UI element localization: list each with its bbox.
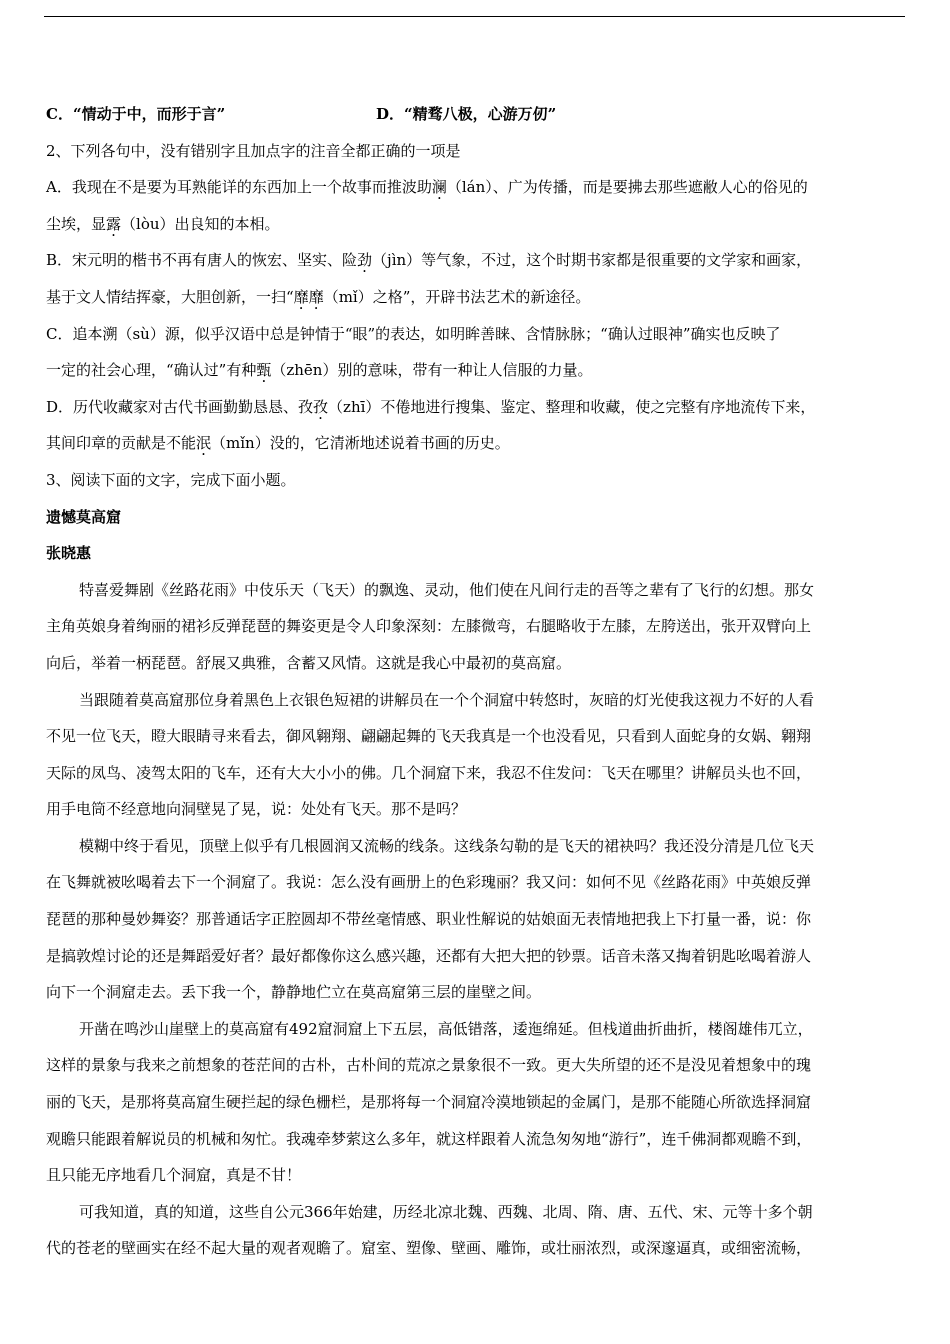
- q2-option-a-line2: 尘埃，显露（lòu）出良知的本相。: [46, 214, 280, 233]
- article-line: 这样的景象与我来之前想象的苍茫间的古朴，古朴间的荒凉之景象很不一致。更大失所望的还不是没见着想象中的瑰: [46, 1056, 812, 1075]
- dotted-char: 澜: [431, 178, 447, 197]
- q2-option-d-line1: D．历代收藏家对古代书画勤勤恳恳、孜孜（zhī）不倦地进行搜集、鉴定、整理和收藏，使之完整有序地流传下来，: [46, 397, 816, 416]
- header-rule: [44, 16, 905, 17]
- article-line: 当跟随着莫高窟那位身着黑色上衣银色短裙的讲解员在一个个洞窟中转悠时，灰暗的灯光使我这视力不好的人看: [79, 690, 815, 709]
- dotted-char: 靡: [308, 287, 324, 306]
- article-line: 代的苍老的壁画实在经不起大量的观者观瞻了。窟室、塑像、壁画、雕饰，或壮丽浓烈，或深邃逼真，或细密流畅，: [46, 1239, 812, 1258]
- q2-option-d-line2: 其间印章的贡献是不能泯（mǐn）没的，它清淅地述说着书画的历史。: [46, 434, 510, 453]
- article-line: 琵琶的那种曼妙舞姿？那普通话字正腔圆却不带丝毫情感、职业性解说的姑娘面无表情地把我上下打量一番，说：你: [46, 910, 812, 929]
- dotted-char: 劲: [357, 251, 373, 270]
- article-line: 向后，举着一柄琵琶。舒展又典雅，含蓄又风情。这就是我心中最初的莫高窟。: [46, 653, 572, 672]
- dotted-char: 甄: [256, 361, 272, 380]
- article-line: 不见一位飞天，瞪大眼睛寻来看去，御风翱翔、翩翩起舞的飞天我真是一个也没看见，只看到人面蛇身的女娲、翱翔: [46, 727, 812, 746]
- q2-option-c-line2: 一定的社会心理，“确认过”有种甄（zhēn）别的意味，带有一种让人信服的力量。: [46, 361, 593, 380]
- article-title: 遗憾莫高窟: [46, 507, 122, 526]
- article-line: 主角英娘身着绚丽的裙衫反弹琵琶的舞姿更是令人印象深刻：左膝微弯，右腿略收于左膝，左胯送出，张开双臂向上: [46, 617, 812, 636]
- dotted-char: 靡: [293, 287, 309, 306]
- article-line: 且只能无序地看几个洞窟，真是不甘！: [46, 1166, 302, 1185]
- q2-option-b-line1: B．宋元明的楷书不再有唐人的恢宏、坚实、险劲（jìn）等气象，不过，这个时期书家都是很重要的文学家和画家，: [46, 251, 812, 270]
- q2-stem: 2、下列各句中，没有错别字且加点字的注音全都正确的一项是: [46, 141, 461, 160]
- q2-option-c-line1: C．追本溯（sù）源，似乎汉语中总是钟情于“眼”的表达，如明眸善睐、含情脉脉；“确认过眼神”确实也反映了: [46, 324, 781, 343]
- article-line: 开凿在鸣沙山崖壁上的莫高窟有492窟洞窟上下五层，高低错落，逶迤绵延。但栈道曲折曲折，楼阁雄伟兀立，: [79, 1019, 813, 1038]
- article-line: 天际的凤鸟、凌驾太阳的飞车，还有大大小小的佛。几个洞窟下来，我忍不住发问：飞天在哪里？讲解员头也不回，: [46, 763, 812, 782]
- article-line: 可我知道，真的知道，这些自公元366年始建，历经北凉北魏、西魏、北周、隋、唐、五代、宋、元等十多个朝: [79, 1202, 813, 1221]
- article-line: 向下一个洞窟走去。丢下我一个，静静地伫立在莫高窟第三层的崖壁之间。: [46, 983, 542, 1002]
- article-line: 特喜爱舞剧《丝路花雨》中伎乐天（飞天）的飘逸、灵动，他们使在凡间行走的吾等之辈有了飞行的幻想。那女: [79, 580, 815, 599]
- q1-options-row: [46, 96, 904, 133]
- article-line: 在飞舞就被吆喝着去下一个洞窟了。我说：怎么没有画册上的色彩瑰丽？我又问：如何不见《丝路花雨》中英娘反弹: [46, 873, 812, 892]
- article-author: 张晓惠: [46, 544, 92, 563]
- article-line: 是搞敦煌讨论的还是舞蹈爱好者？最好都像你这么感兴趣，还都有大把大把的钞票。话音未落又掏着钥匙吆喝着游人: [46, 946, 812, 965]
- q2-option-a-line1: A．我现在不是要为耳熟能详的东西加上一个故事而推波助澜（lán）、广为传播，而是要拂去那些遮敝人心的俗见的: [46, 178, 808, 197]
- article-line: 模糊中终于看见，顶壁上似乎有几根圆润又流畅的线条。这线条勾勒的是飞天的裙袂吗？我还没分清是几位飞天: [79, 836, 815, 855]
- q3-stem: 3、阅读下面的文字，完成下面小题。: [46, 470, 296, 489]
- dotted-char: 泯: [196, 434, 212, 453]
- dotted-char: 露: [106, 214, 122, 233]
- article-line: 观瞻只能跟着解说员的机械和匆忙。我魂牵梦萦这么多年，就这样跟着人流急匆匆地“游行”，连千佛洞都观瞻不到，: [46, 1129, 812, 1148]
- article-line: 丽的飞天，是那将莫高窟生硬拦起的绿色栅栏，是那将每一个洞窟冷漠地锁起的金属门，是那不能随心所欲选择洞窟: [46, 1093, 812, 1112]
- article-line: 用手电筒不经意地向洞壁晃了晃，说：处处有飞天。那不是吗？: [46, 800, 467, 819]
- document-body: [46, 96, 904, 1267]
- q1-option-c: C．“情动于中，而形于言”: [46, 105, 226, 123]
- q2-option-b-line2: 基于文人情结挥豪，大胆创新，一扫“靡靡（mǐ）之格”，开辟书法艺术的新途径。: [46, 287, 591, 306]
- q1-option-d: D．“精骛八极，心游万仞”: [376, 105, 557, 123]
- dotted-char: 孜: [313, 397, 329, 416]
